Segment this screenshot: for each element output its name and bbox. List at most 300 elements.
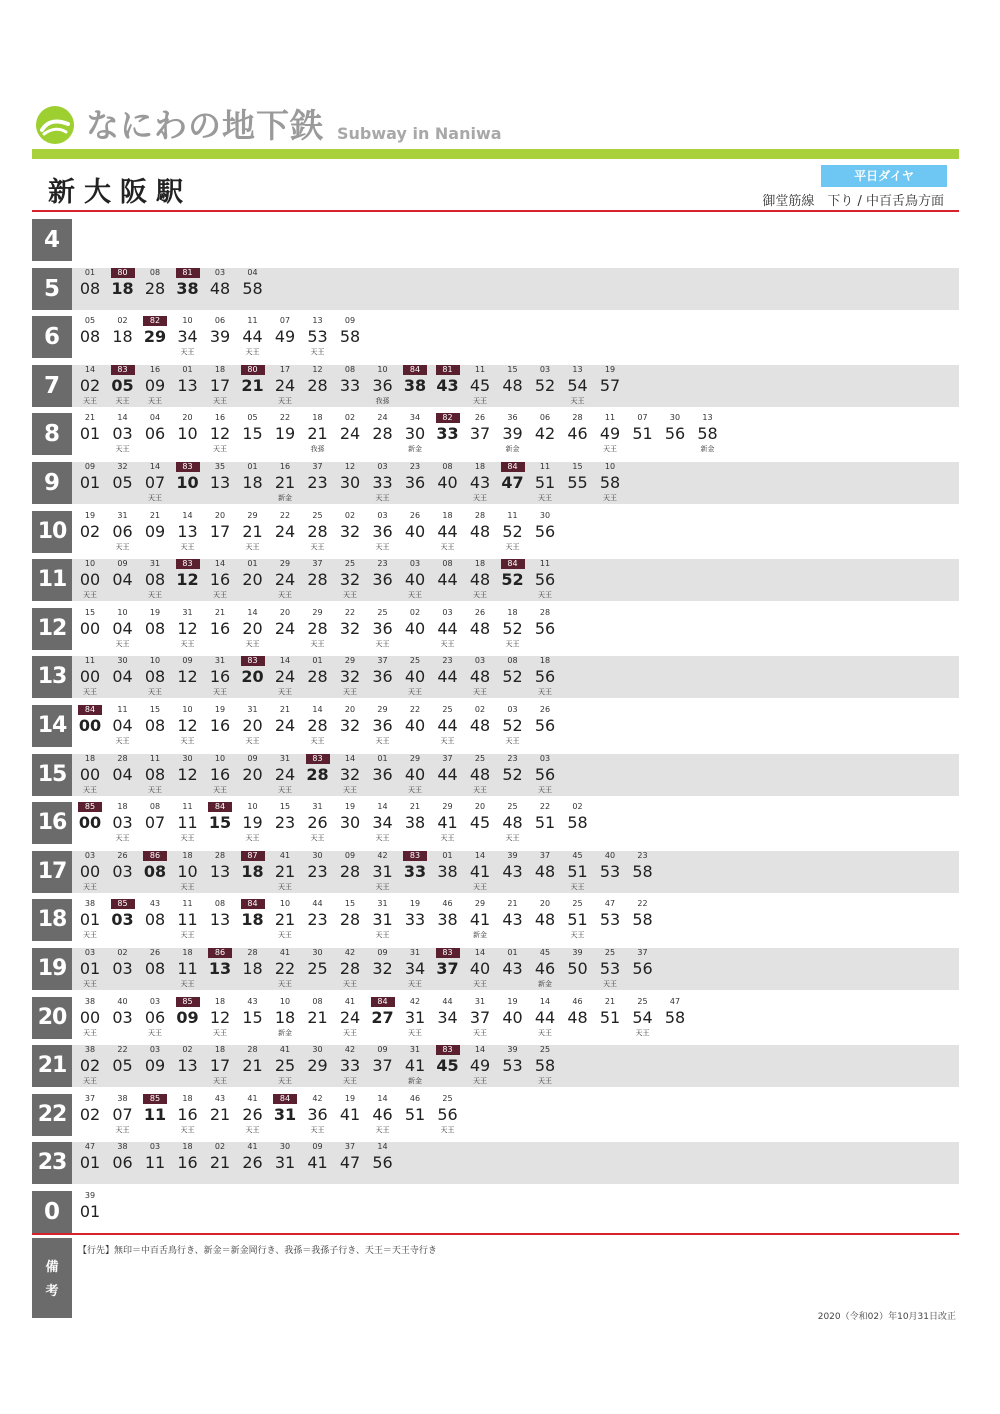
- train-number: 30: [312, 948, 323, 957]
- destination-label: 天王: [245, 834, 260, 843]
- departure: [334, 802, 366, 844]
- departure: [432, 802, 464, 844]
- destination-label: 天王: [180, 542, 195, 551]
- departure-minute: 21: [274, 861, 296, 881]
- destination-label: 天王: [278, 688, 292, 697]
- departure: [399, 413, 431, 455]
- departure-minute: 56: [534, 716, 556, 735]
- hour-label: 14: [32, 705, 72, 747]
- departure: [74, 754, 106, 796]
- departure: [172, 948, 204, 990]
- departure: [139, 1142, 171, 1184]
- train-number: 23: [409, 462, 421, 471]
- departure: [367, 462, 399, 504]
- destination-label: 天王: [440, 737, 455, 745]
- departure-minute: 26: [307, 813, 328, 833]
- destination-label: 天王: [83, 785, 97, 794]
- train-number: 02: [572, 802, 583, 812]
- departure: [334, 1142, 366, 1184]
- departure-minute: 05: [112, 1056, 133, 1076]
- departure-minute: 18: [111, 278, 134, 298]
- departure-minute: 06: [144, 424, 166, 444]
- departure-minute: 18: [112, 327, 133, 347]
- train-number: 30: [669, 413, 681, 423]
- departure-minute: 54: [632, 1007, 653, 1027]
- departure-minute: 08: [144, 618, 166, 638]
- hour-label: 21: [32, 1045, 72, 1087]
- departure: [334, 559, 366, 601]
- departure-minute: 45: [469, 813, 491, 833]
- departure-minute: 13: [177, 1056, 198, 1076]
- departure: [334, 705, 366, 747]
- train-number: 39: [507, 850, 518, 860]
- departure: [399, 705, 431, 747]
- departure: [237, 997, 269, 1039]
- departure: [139, 316, 171, 358]
- train-number: 45: [572, 850, 583, 860]
- train-number: 16: [149, 364, 161, 374]
- train-number: 38: [117, 1142, 128, 1152]
- departure: [74, 1094, 106, 1136]
- train-number: 47: [604, 899, 616, 909]
- departure: [204, 559, 236, 601]
- departure-minute: 56: [632, 959, 653, 978]
- departure: [464, 802, 496, 844]
- departure-minute: 34: [404, 959, 426, 978]
- hour-label: 17: [32, 851, 72, 893]
- departure-minute: 26: [242, 1104, 263, 1124]
- train-number: 39: [572, 948, 583, 957]
- train-number: 10: [279, 996, 291, 1006]
- destination-label: 天王: [375, 1125, 390, 1134]
- departure-minute: 28: [307, 570, 328, 590]
- hour-row: [32, 948, 959, 990]
- departure: [139, 948, 171, 990]
- departure: [529, 559, 561, 601]
- train-number: 13: [312, 316, 323, 326]
- departure: [172, 705, 204, 747]
- departure-minute: 48: [209, 278, 231, 298]
- departure-minute: 56: [534, 618, 556, 638]
- departure: [74, 948, 106, 990]
- departure-minute: 47: [339, 1153, 361, 1173]
- train-number: 31: [279, 753, 291, 763]
- train-number: 46: [409, 1093, 421, 1103]
- train-number: 40: [604, 850, 616, 860]
- remarks-text: 【行先】無印＝中百舌鳥行き、新金＝新金岡行き、我孫＝我孫子行き、天王＝天王寺行き: [78, 1246, 437, 1256]
- departure-minute: 38: [176, 278, 199, 298]
- departure-minute: 48: [567, 1007, 588, 1027]
- departure-minute: 13: [209, 861, 231, 881]
- train-number: 85: [111, 899, 135, 909]
- destination-label: 新金: [538, 980, 552, 988]
- train-number: 11: [84, 656, 96, 666]
- departure: [204, 268, 236, 310]
- departure-minute: 48: [469, 570, 491, 590]
- departure: [107, 608, 139, 650]
- destination-label: 天王: [473, 980, 487, 988]
- departure-minute: 12: [177, 716, 198, 735]
- destination-label: 天王: [148, 591, 162, 600]
- hour-row: [32, 1142, 959, 1184]
- departure-minute: 40: [437, 473, 458, 492]
- departure-minute: 28: [339, 959, 361, 978]
- departure: [237, 948, 269, 990]
- train-number: 04: [149, 413, 161, 423]
- departure-minute: 04: [112, 716, 133, 735]
- departure-minute: 31: [372, 910, 393, 930]
- destination-label: 天王: [180, 882, 195, 891]
- departure: [302, 948, 334, 990]
- departure-minute: 20: [242, 618, 263, 638]
- hour-row: [32, 559, 959, 601]
- departure: [432, 705, 464, 747]
- departure-minute: 56: [534, 667, 556, 687]
- departure: [74, 802, 106, 844]
- departure: [562, 413, 594, 455]
- departure: [497, 511, 529, 553]
- destination-label: 天王: [83, 688, 97, 697]
- destination-label: 天王: [180, 1125, 195, 1134]
- train-number: 43: [247, 996, 258, 1006]
- destination-label: 天王: [375, 639, 390, 648]
- train-number: 04: [247, 267, 258, 277]
- destination-label: 天王: [278, 591, 292, 600]
- departure-minute: 08: [79, 327, 101, 347]
- departure: [529, 413, 561, 455]
- departure: [594, 899, 626, 941]
- departure: [237, 851, 269, 893]
- train-number: 31: [409, 948, 421, 957]
- departure-minute: 15: [208, 813, 232, 833]
- departure-minute: 00: [79, 570, 101, 590]
- train-number: 25: [539, 1045, 551, 1055]
- destination-label: 天王: [570, 931, 585, 940]
- departure: [237, 608, 269, 650]
- train-number: 28: [214, 850, 226, 860]
- destination-label: 天王: [180, 639, 195, 648]
- train-number: 14: [344, 753, 356, 763]
- train-number: 06: [214, 316, 226, 326]
- departure-minute: 39: [209, 327, 231, 347]
- hour-row: [32, 705, 959, 747]
- departure-minute: 31: [273, 1104, 297, 1124]
- train-number: 03: [84, 948, 96, 957]
- departure-minute: 12: [177, 667, 198, 687]
- departure: [302, 656, 334, 698]
- departure-minute: 40: [404, 764, 426, 784]
- train-number: 18: [214, 996, 226, 1006]
- departure-minute: 21: [209, 1153, 231, 1173]
- train-number: 02: [117, 316, 128, 326]
- train-number: 11: [539, 462, 551, 471]
- departure-minute: 41: [404, 1056, 426, 1076]
- destination-label: 天王: [408, 591, 422, 600]
- destination-label: 天王: [180, 348, 195, 357]
- destination-label: 天王: [213, 1077, 227, 1086]
- revision-date: 2020（令和02）年10月31日改正: [817, 1312, 956, 1322]
- train-number: 15: [84, 607, 96, 617]
- train-number: 18: [507, 607, 518, 617]
- train-number: 28: [247, 1045, 258, 1055]
- train-number: 10: [182, 705, 193, 714]
- departure: [139, 899, 171, 941]
- destination-label: 天王: [343, 1077, 357, 1086]
- departure-minute: 05: [112, 473, 133, 492]
- departure: [74, 1142, 106, 1184]
- departure-minute: 34: [177, 327, 198, 347]
- departure-minute: 07: [112, 1104, 133, 1124]
- departure-minute: 30: [404, 424, 426, 444]
- departure-minute: 58: [599, 473, 621, 492]
- destination-label: 天王: [408, 688, 422, 697]
- departure: [399, 754, 431, 796]
- hour-row: [32, 462, 959, 504]
- departure-minute: 56: [372, 1153, 393, 1173]
- departure: [302, 705, 334, 747]
- destination-label: 天王: [408, 1028, 422, 1037]
- departure-minute: 36: [372, 764, 393, 784]
- departure: [399, 511, 431, 553]
- train-number: 14: [377, 1093, 388, 1103]
- departure: [107, 754, 139, 796]
- train-number: 37: [637, 948, 648, 957]
- departure: [367, 948, 399, 990]
- departure-minute: 16: [177, 1104, 198, 1124]
- train-number: 30: [117, 656, 128, 666]
- train-number: 37: [344, 1142, 356, 1152]
- train-number: 13: [572, 364, 583, 374]
- departure: [464, 608, 496, 650]
- departure-minute: 18: [274, 1007, 296, 1027]
- departure: [302, 608, 334, 650]
- train-number: 08: [442, 462, 453, 471]
- departure: [237, 365, 269, 407]
- train-number: 14: [474, 948, 486, 957]
- departure-minute: 31: [372, 861, 393, 881]
- departure-minute: 37: [469, 424, 491, 444]
- train-number: 38: [84, 1045, 96, 1055]
- departure: [269, 365, 301, 407]
- train-number: 08: [442, 559, 453, 569]
- departure: [497, 899, 529, 941]
- departure-minute: 24: [274, 521, 296, 541]
- departure: [432, 559, 464, 601]
- train-number: 05: [84, 316, 96, 326]
- departure: [269, 948, 301, 990]
- departure: [204, 1142, 236, 1184]
- departure: [302, 462, 334, 504]
- train-number: 84: [403, 365, 427, 375]
- remarks-label-box: [32, 1238, 72, 1318]
- hour-label: 19: [32, 948, 72, 990]
- departure: [204, 608, 236, 650]
- destination-label: 天王: [278, 1077, 292, 1086]
- departure-minute: 07: [144, 813, 166, 833]
- departure-minute: 10: [177, 861, 198, 881]
- departure-minute: 57: [599, 375, 621, 395]
- train-number: 84: [501, 462, 525, 472]
- departure: [107, 656, 139, 698]
- departure-minute: 53: [502, 1056, 523, 1076]
- departure: [334, 997, 366, 1039]
- departure: [172, 754, 204, 796]
- departure: [367, 413, 399, 455]
- departure-minute: 28: [339, 910, 361, 930]
- train-number: 25: [604, 948, 616, 957]
- destination-label: 我孫: [310, 445, 325, 454]
- departure-minute: 19: [242, 813, 263, 833]
- departure: [172, 413, 204, 455]
- departure: [269, 559, 301, 601]
- departure-minute: 53: [307, 327, 328, 347]
- departure-minute: 49: [599, 424, 621, 444]
- train-number: 83: [176, 559, 200, 569]
- train-number: 19: [507, 996, 518, 1006]
- hour-label: 4: [32, 219, 72, 261]
- departure: [334, 1045, 366, 1087]
- train-number: 84: [78, 705, 102, 715]
- departure-minute: 17: [209, 375, 231, 395]
- departure: [139, 1094, 171, 1136]
- departure: [269, 1045, 301, 1087]
- departure: [269, 413, 301, 455]
- departure-minute: 39: [502, 424, 523, 444]
- destination-label: 天王: [148, 396, 162, 405]
- departure-minute: 28: [307, 521, 328, 541]
- departure: [432, 608, 464, 650]
- train-number: 21: [214, 607, 226, 617]
- train-number: 18: [474, 559, 486, 569]
- departure: [497, 948, 529, 990]
- departure-minute: 32: [339, 570, 361, 590]
- departure-minute: 56: [534, 764, 556, 784]
- departure: [497, 656, 529, 698]
- train-number: 18: [214, 364, 226, 374]
- departure-minute: 21: [307, 1007, 328, 1027]
- top-divider: [32, 210, 959, 212]
- destination-label: 天王: [310, 348, 325, 357]
- departure-minute: 06: [112, 1153, 133, 1173]
- train-number: 43: [149, 899, 161, 909]
- train-number: 23: [442, 656, 453, 666]
- train-number: 21: [507, 899, 518, 909]
- departure-minute: 24: [274, 618, 296, 638]
- train-number: 28: [474, 510, 486, 520]
- departure-minute: 51: [404, 1104, 426, 1124]
- departure: [399, 1094, 431, 1136]
- train-number: 37: [312, 559, 323, 569]
- train-number: 42: [312, 1093, 323, 1103]
- departure-minute: 01: [79, 910, 101, 930]
- departure: [464, 899, 496, 941]
- train-number: 85: [176, 997, 200, 1007]
- train-number: 14: [117, 413, 128, 423]
- train-number: 36: [507, 413, 518, 423]
- destination-label: 天王: [180, 737, 195, 745]
- departure: [269, 608, 301, 650]
- hour-row: [32, 899, 959, 941]
- train-number: 84: [501, 559, 525, 569]
- departure: [594, 948, 626, 990]
- train-number: 14: [149, 462, 161, 471]
- train-number: 18: [312, 413, 323, 423]
- departure-minute: 03: [111, 910, 134, 930]
- train-number: 19: [214, 705, 226, 714]
- departure: [432, 851, 464, 893]
- departure-minute: 33: [403, 861, 427, 881]
- departure: [464, 705, 496, 747]
- departure-minute: 08: [144, 716, 166, 735]
- train-number: 38: [117, 1093, 128, 1103]
- departure: [107, 1142, 139, 1184]
- destination-label: 天王: [148, 1028, 162, 1037]
- destination-label: 天王: [473, 591, 487, 600]
- destination-label: 天王: [83, 980, 97, 988]
- departure: [464, 365, 496, 407]
- destination-label: 天王: [375, 834, 390, 843]
- train-number: 03: [442, 607, 453, 617]
- departure-minute: 37: [469, 1007, 491, 1027]
- departure-minute: 01: [79, 424, 101, 444]
- train-number: 03: [149, 1142, 161, 1152]
- departure-minute: 10: [177, 424, 198, 444]
- train-number: 02: [182, 1045, 193, 1055]
- train-number: 19: [344, 1093, 356, 1103]
- destination-label: 天王: [83, 931, 97, 940]
- departure: [74, 899, 106, 941]
- train-number: 31: [377, 899, 388, 909]
- destination-label: 天王: [278, 785, 292, 794]
- destination-label: 天王: [278, 396, 292, 405]
- departure-minute: 11: [143, 1104, 167, 1124]
- train-number: 21: [279, 705, 291, 714]
- departure-minute: 44: [437, 521, 458, 541]
- train-number: 15: [344, 899, 356, 909]
- departure: [172, 899, 204, 941]
- departure: [334, 754, 366, 796]
- departure: [302, 1045, 334, 1087]
- departure-minute: 41: [469, 910, 491, 930]
- departure: [172, 802, 204, 844]
- remarks-label: [32, 1256, 72, 1304]
- departure-minute: 23: [307, 473, 328, 492]
- train-number: 39: [507, 1045, 518, 1055]
- hour-label: 11: [32, 559, 72, 601]
- train-number: 23: [637, 850, 648, 860]
- hour-row: [32, 997, 959, 1039]
- departure: [334, 365, 366, 407]
- departure: [172, 1142, 204, 1184]
- departure: [204, 705, 236, 747]
- departure: [497, 462, 529, 504]
- departure: [139, 268, 171, 310]
- train-number: 14: [377, 802, 388, 812]
- departure: [237, 1045, 269, 1087]
- destination-label: 天王: [538, 1077, 552, 1086]
- departure-minute: 30: [339, 473, 361, 492]
- train-number: 29: [474, 899, 486, 909]
- departure-minute: 17: [209, 521, 231, 541]
- train-number: 29: [247, 510, 258, 520]
- departure-minute: 40: [404, 618, 426, 638]
- train-number: 40: [117, 996, 128, 1006]
- destination-label: 天王: [343, 785, 357, 794]
- train-number: 46: [572, 996, 583, 1006]
- train-number: 20: [474, 802, 486, 812]
- departure-minute: 02: [79, 375, 101, 395]
- departure-minute: 21: [241, 375, 264, 395]
